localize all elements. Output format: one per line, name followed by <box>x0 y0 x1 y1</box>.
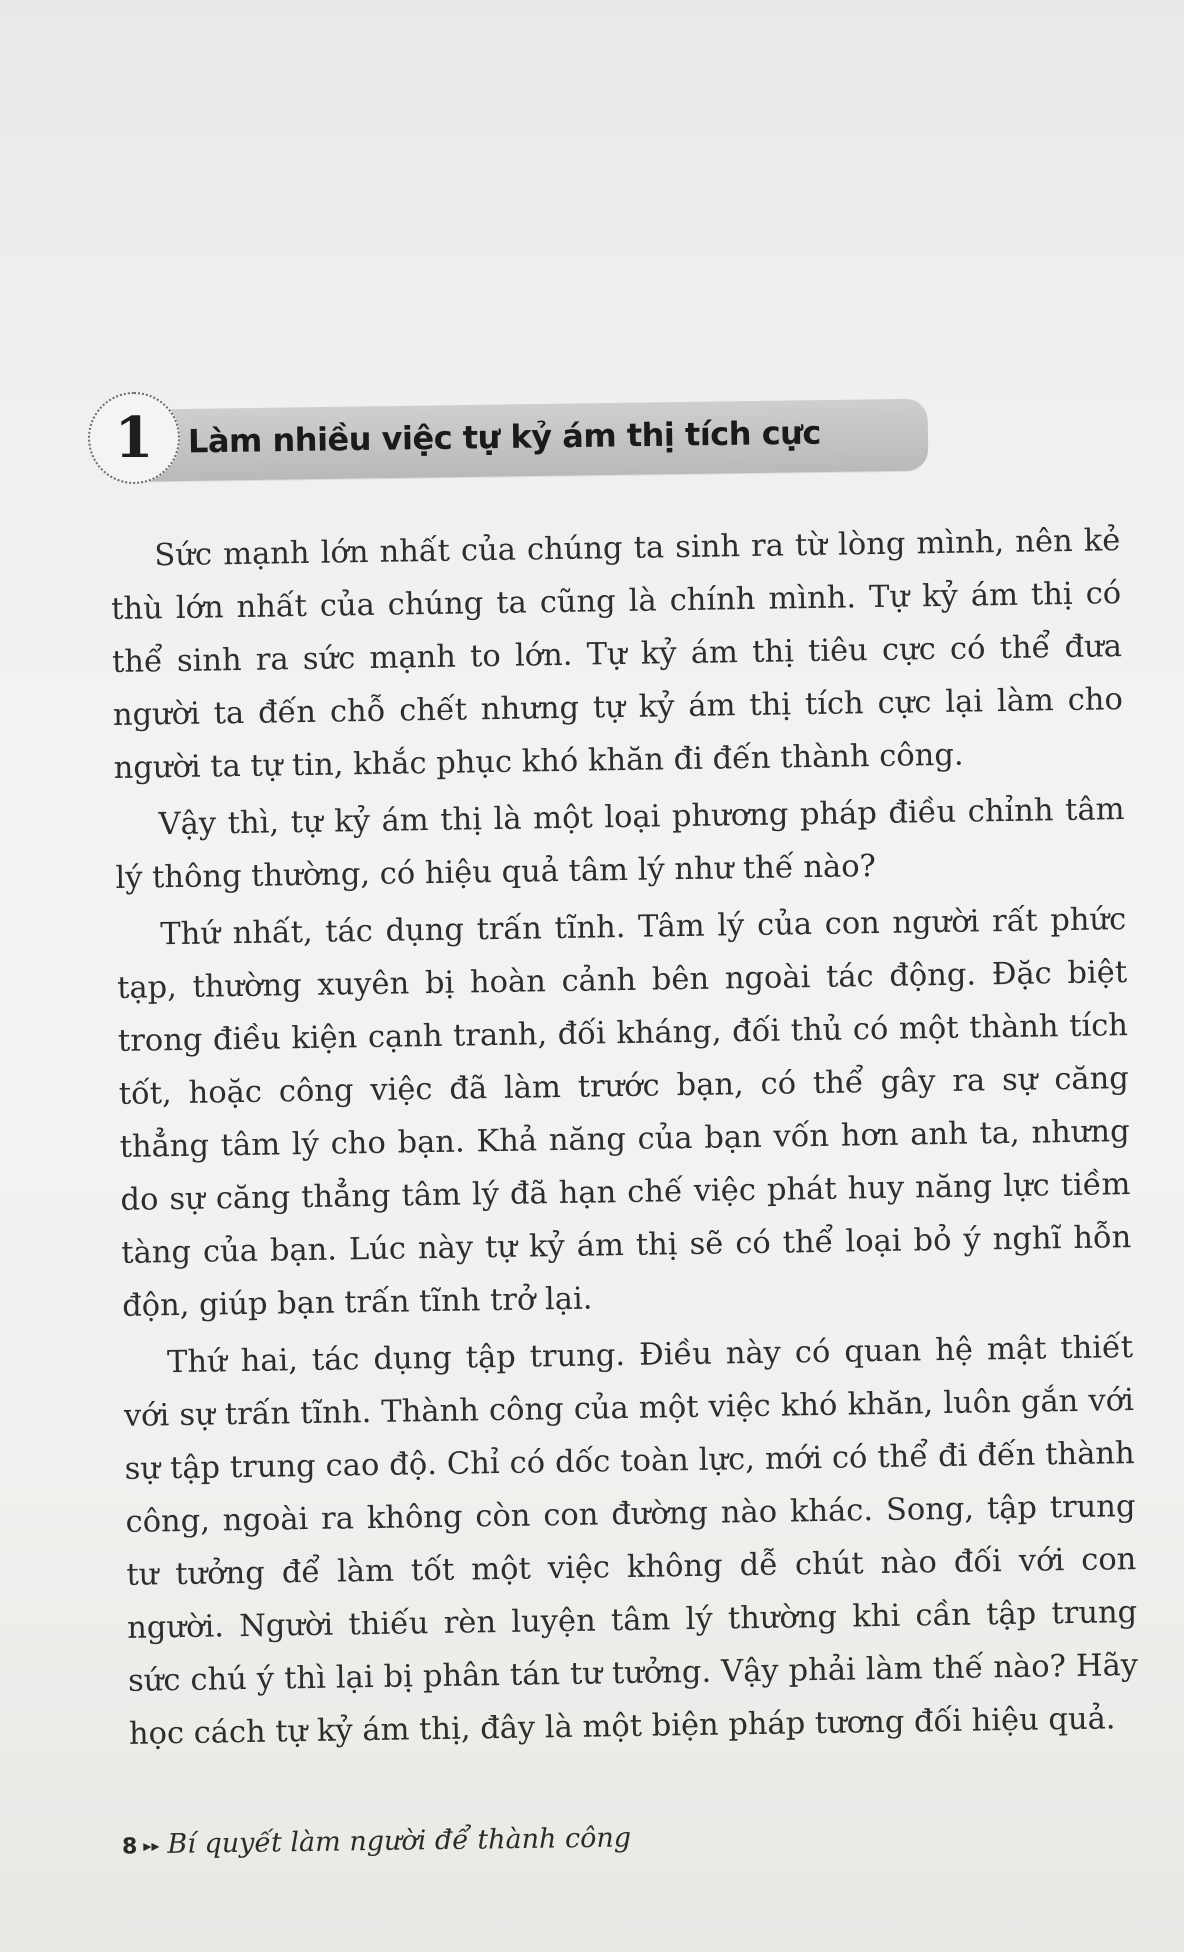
paragraph-3: Thứ nhất, tác dụng trấn tĩnh. Tâm lý của con người rất phức tạp, thường xuyên bị hoàn cảnh bên ngoài tác động. Đặc biệt trong điều kiện cạnh tranh, đối kháng, đối thủ có một thành tích tốt, hoặc công việc đã làm trước bạn, có thể gây ra sự căng thẳng tâm lý cho bạn. Khả năng của bạn vốn hơn anh ta, nhưng do sự căng thẳng tâm lý đã hạn chế việc phát huy năng lực tiềm tàng của bạn. Lúc này tự kỷ ám thị sẽ có thể loại bỏ ý nghĩ hỗn độn, giúp bạn trấn tĩnh trở lại. <box>116 902 1132 1324</box>
body-text <box>110 514 1139 1765</box>
section-title: Làm nhiều việc tự kỷ ám thị tích cực <box>187 413 822 461</box>
paragraph-2: Vậy thì, tự kỷ ám thị là một loại phương pháp điều chỉnh tâm lý thông thường, có hiệu quả tâm lý như thế nào? <box>115 792 1125 896</box>
double-arrow-icon: ▸▸ <box>143 1836 160 1856</box>
section-number: 1 <box>114 405 154 471</box>
paragraph-1: Sức mạnh lớn nhất của chúng ta sinh ra từ lòng mình, nên kẻ thù lớn nhất của chúng ta cũng là chính mình. Tự kỷ ám thị có thể sinh ra sức mạnh to lớn. Tự kỷ ám thị tiêu cực có thể đưa người ta đến chỗ chết nhưng tự kỷ ám thị tích cực lại làm cho người ta tự tin, khắc phục khó khăn đi đến thành công. <box>110 523 1124 786</box>
paragraph-4: Thứ hai, tác dụng tập trung. Điều này có quan hệ mật thiết với sự trấn tĩnh. Thành công của một việc khó khăn, luôn gắn với sự tập trung cao độ. Chỉ có dốc toàn lực, mới có thể đi đến thành công, ngoài ra không còn con đường nào khác. Song, tập trung tư tưởng để làm tốt một việc không dễ chút nào đối với con người. Người thiếu rèn luyện tâm lý thường khi cần tập trung sức chú ý thì lại bị phân tán tư tưởng. Vậy phải làm thế nào? Hãy học cách tự kỷ ám thị, đây là một biện pháp tương đối hiệu quả. <box>123 1330 1139 1752</box>
section-number-badge <box>88 392 180 484</box>
section-heading <box>88 398 848 498</box>
book-title: Bí quyết làm người để thành công <box>167 1822 632 1860</box>
page-number: 8 <box>121 1834 138 1860</box>
page-footer <box>122 1822 631 1860</box>
